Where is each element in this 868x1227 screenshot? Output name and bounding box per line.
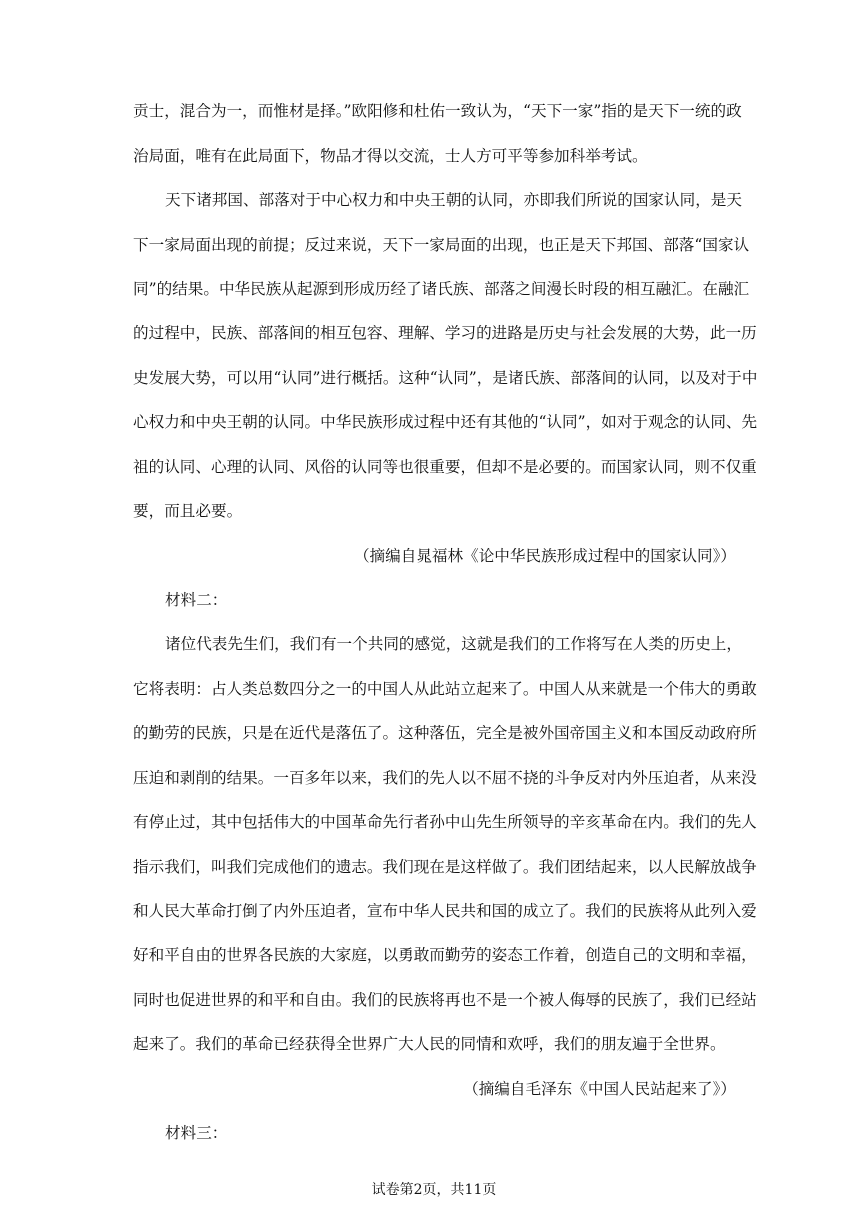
page-footer: 试卷第2页，共11页 [371,1182,497,1198]
text-line: 治局面，唯有在此局面下，物品才得以交流，士人方可平等参加科举考试。 [133,147,648,165]
text-line: 贡士，混合为一，而惟材是择。”欧阳修和杜佑一致认为，“天下一家”指的是天下一统的政 [133,102,742,120]
text-line: 同”的结果。中华民族从起源到形成历经了诸氏族、部落之间漫长时段的相互融汇。在融汇 [133,280,750,298]
text-line: 同时也促进世界的和平和自由。我们的民族将再也不是一个被人侮辱的民族了，我们已经站 [133,991,757,1009]
text-line: 指示我们，叫我们完成他们的遗志。我们现在是这样做了。我们团结起来，以人民解放战争 [133,858,757,876]
text-line: 压迫和剥削的结果。一百多年以来，我们的先人以不屈不挠的斗争反对内外压迫者，从来没 [133,769,757,787]
source-citation: （摘编自毛泽东《中国人民站起来了》） [463,1080,736,1098]
material-label: 材料三： [165,1124,228,1142]
source-citation: （摘编自晁福林《论中华民族形成过程中的国家认同》） [353,547,736,565]
text-line: 要，而且必要。 [133,502,243,520]
text-line: 有停止过，其中包括伟大的中国革命先行者孙中山先生所领导的辛亥革命在内。我们的先人 [133,813,757,831]
text-line: 史发展大势，可以用“认同”进行概括。这种“认同”，是诸氏族、部落间的认同，以及对于中 [133,369,758,387]
text-line: 祖的认同、心理的认同、风俗的认同等也很重要，但却不是必要的。而国家认同，则不仅重 [133,458,757,476]
text-line: 好和平自由的世界各民族的大家庭，以勇敢而勤劳的姿态工作着，创造自己的文明和幸福， [133,946,757,964]
text-line: 诸位代表先生们，我们有一个共同的感觉，这就是我们的工作将写在人类的历史上， [165,635,742,653]
text-line: 下一家局面出现的前提；反过来说，天下一家局面的出现，也正是天下邦国、部落“国家认 [133,236,750,254]
text-line: 天下诸邦国、部落对于中心权力和中央王朝的认同，亦即我们所说的国家认同，是天 [165,191,742,209]
text-line: 心权力和中央王朝的认同。中华民族形成过程中还有其他的“认同”，如对于观念的认同、先 [133,413,758,431]
text-line: 起来了。我们的革命已经获得全世界广大人民的同情和欢呼，我们的朋友遍于全世界。 [133,1035,726,1053]
material-label: 材料二： [165,591,228,609]
text-line: 和人民大革命打倒了内外压迫者，宣布中华人民共和国的成立了。我们的民族将从此列入爱 [133,902,757,920]
text-line: 它将表明：占人类总数四分之一的中国人从此站立起来了。中国人从来就是一个伟大的勇敢 [133,680,757,698]
text-line: 的勤劳的民族，只是在近代是落伍了。这种落伍，完全是被外国帝国主义和本国反动政府所 [133,724,757,742]
text-line: 的过程中，民族、部落间的相互包容、理解、学习的进路是历史与社会发展的大势，此一历 [133,324,757,342]
